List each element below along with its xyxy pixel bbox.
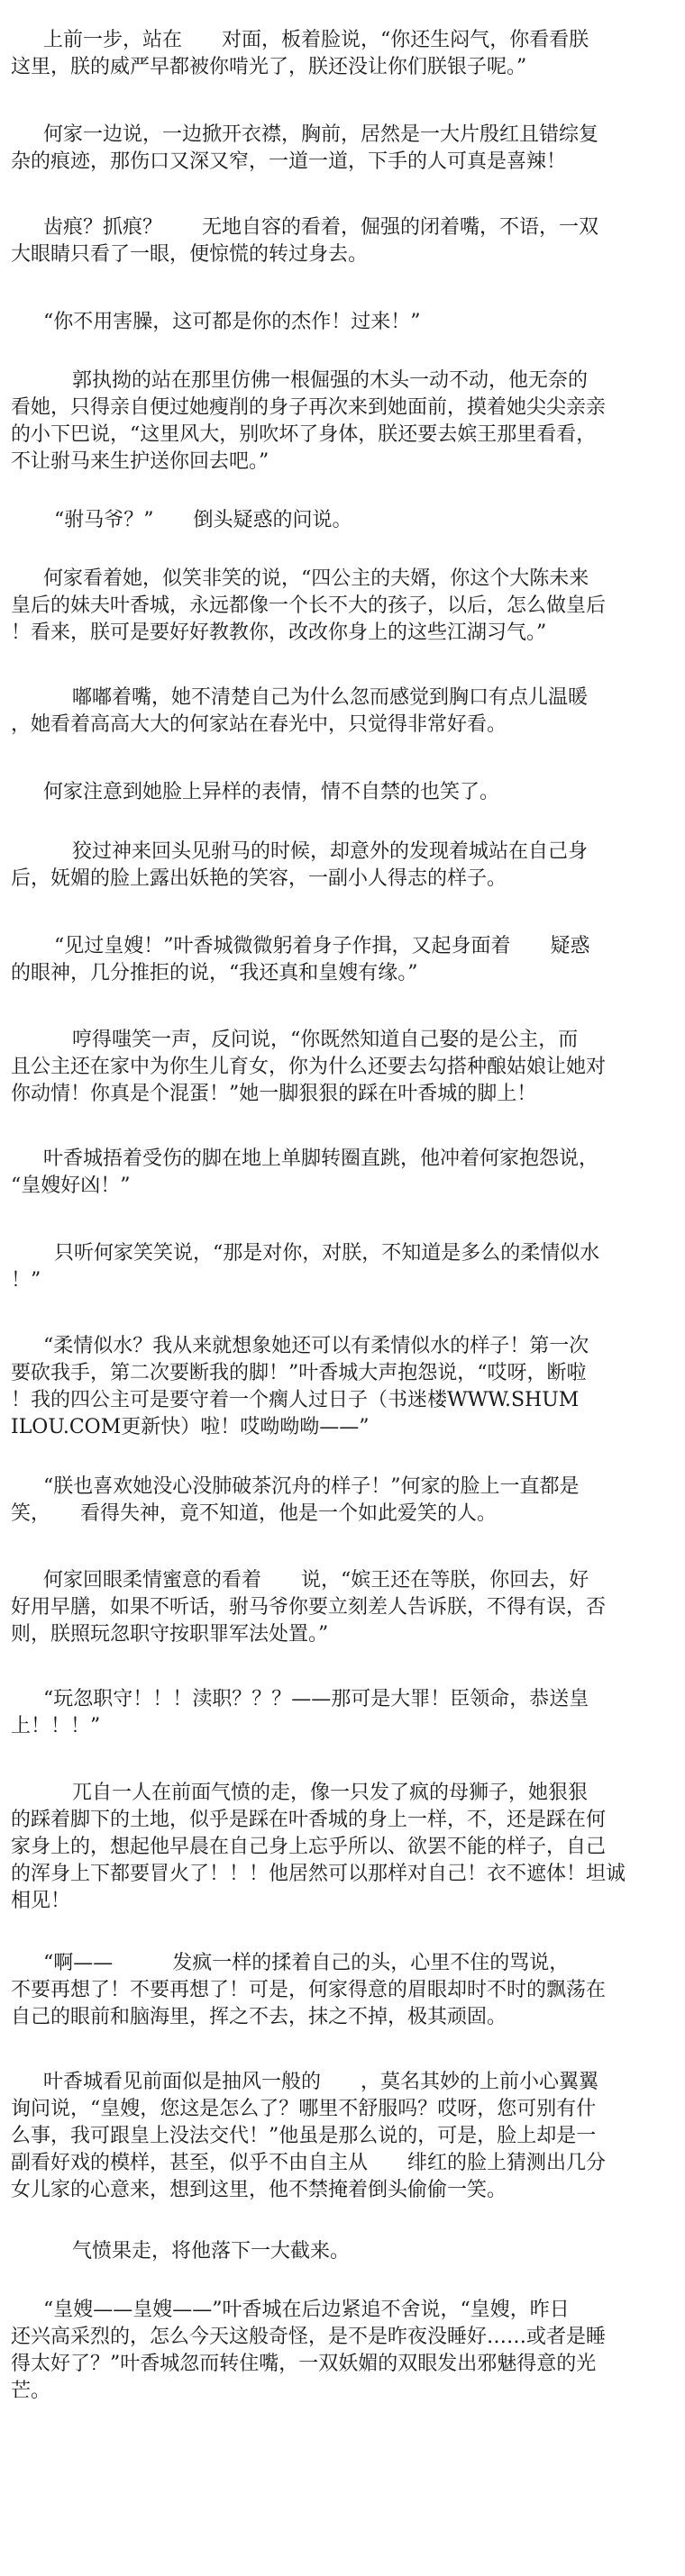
text-line: 齿痕？抓痕？ 无地自容的看着，倔强的闭着嘴，不语，一双 [43, 216, 599, 239]
text-line: 何家看着她，似笑非笑的说，“四公主的夫婿，你这个大陈未来 [43, 567, 589, 590]
text-line: 哼得嗤笑一声，反问说，“你既然知道自己娶的是公主，而 [72, 1029, 579, 1051]
text-line: 看她，只得亲自便过她瘦削的身子再次来到她面前，摸着她尖尖亲亲 [11, 396, 607, 419]
text-line: 且公主还在家中为你生儿育女，你为什么还要去勾搭种酿姑娘让她对 [11, 1056, 607, 1078]
text-line: 不让驸马来生护送你回去吧。” [11, 450, 269, 473]
text-line: 只听何家笑笑说，“那是对你，对朕，不知道是多么的柔情似水 [54, 1242, 600, 1265]
text-line: 芒。 [11, 2380, 51, 2402]
text-line: 要砍我手，第二次要断我的脚！”叶香城大声抱怨说，“哎呀，断啦 [11, 1362, 587, 1384]
text-line: 皇后的妹夫叶香城，永远都像一个长不大的孩子，以后，怎么做皇后 [11, 594, 607, 617]
text-line: 上前一步，站在 对面，板着脸说，“你还生闷气，你看看朕 [43, 29, 589, 51]
text-line: “玩忽职守！！！渎职？？？——那可是大罪！臣领命，恭送皇 [43, 1688, 589, 1710]
text-line: 副看好戏的模样，甚至，似乎不由自主从 绯红的脸上猜测出几分 [11, 2152, 607, 2174]
text-line: “你不用害臊，这可都是你的杰作！过来！” [43, 311, 421, 333]
text-line: 上！！！” [11, 1715, 101, 1737]
text-line: 还兴高采烈的，怎么今天这般奇怪，是不是昨夜没睡好……或者是睡 [11, 2326, 607, 2348]
text-line: 你动情！你真是个混蛋！”她一脚狠狠的踩在叶香城的脚上！ [11, 1083, 537, 1105]
text-line: 叶香城看见前面似是抽风一般的 ，莫名其妙的上前小心翼翼 [43, 2071, 599, 2093]
text-line: 兀自一人在前面气愤的走，像一只发了疯的母狮子，她狠狠 [72, 1782, 589, 1804]
text-line: “啊—— 发疯一样的揉着自己的头，心里不住的骂说， [43, 1952, 570, 1974]
text-line: ！看来，朕可是要好好教教你，改改你身上的这些江湖习气。” [11, 621, 547, 644]
text-line: ！我的四公主可是要守着一个瘸人过日子（书迷楼WWW.SHUM [11, 1389, 580, 1411]
text-line: ！” [11, 1269, 41, 1292]
text-line: 何家回眼柔情蜜意的看着 说，“嫔王还在等朕，你回去，好 [43, 1569, 589, 1592]
text-line: 气愤果走，将他落下一大截来。 [72, 2240, 351, 2263]
text-line: 的踩着脚下的土地，似乎是踩在叶香城的身上一样，不，还是踩在何 [11, 1809, 607, 1831]
text-line: 好用早膳，如果不听话，驸马爷你要立刻差人告诉朕，不得有误，否 [11, 1596, 607, 1619]
text-line: 的浑身上下都要冒火了！！！他居然可以那样对自己！衣不遮体！坦诚 [11, 1863, 626, 1885]
text-line: 得太好了？”叶香城忽而转住嘴，一双妖媚的双眼发出邪魅得意的光 [11, 2353, 597, 2375]
text-line: “朕也喜欢她没心没肺破茶沉舟的样子！”何家的脸上一直都是 [43, 1475, 580, 1498]
text-line: 询问说，“皇嫂，您这是怎么了？哪里不舒服吗？哎呀，您可别有什 [11, 2098, 597, 2120]
text-line: 不要再想了！不要再想了！可是，何家得意的眉眼却时不时的飘荡在 [11, 1979, 607, 2001]
text-line: 郭执拗的站在那里仿佛一根倔强的木头一动不动，他无奈的 [72, 369, 589, 392]
text-line: 自己的眼前和脑海里，挥之不去，抹之不掉，极其顽固。 [11, 2006, 507, 2028]
text-line: 狡过神来回头见驸马的时候，却意外的发现着城站在自己身 [72, 840, 589, 863]
text-line: 何家一边说，一边掀开衣襟，胸前，居然是一大片殷红且错综复 [43, 123, 599, 146]
text-line: 这里，朕的威严早都被你啃光了，朕还没让你们朕银子呢。” [11, 56, 527, 78]
text-line: ILOU.COM更新快）啦！哎呦呦呦——” [11, 1416, 370, 1438]
text-line: 的眼神，几分推拒的说，“我还真和皇嫂有缘。” [11, 962, 418, 984]
text-line: 后，妩媚的脸上露出妖艳的笑容，一副小人得志的样子。 [11, 867, 507, 890]
text-line: 家身上的，想起他早晨在自己身上忘乎所以、欲罢不能的样子，自己 [11, 1836, 607, 1858]
text-line: 叶香城捂着受伤的脚在地上单脚转圈直跳，他冲着何家抱怨说， [43, 1147, 599, 1170]
text-line: 的小下巴说，“这里风大，别吹坏了身体，朕还要去嫔王那里看看， [11, 423, 597, 446]
text-line: 么事，我可跟皇上没法交代！”他虽是那么说的，可是，脸上却是一 [11, 2125, 597, 2147]
text-line: 嘟嘟着嘴，她不清楚自己为什么忽而感觉到胸口有点儿温暖 [72, 686, 589, 709]
text-line: 大眼睛只看了一眼，便惊慌的转过身去。 [11, 243, 369, 266]
text-line: 何家注意到她脸上异样的表情，情不自禁的也笑了。 [43, 781, 500, 803]
text-line: “柔情似水？我从来就想象她还可以有柔情似水的样子！第一次 [43, 1335, 589, 1357]
text-line: ，她看着高高大大的何家站在春光中，只觉得非常好看。 [11, 713, 507, 736]
text-line: 相见！ [11, 1890, 71, 1912]
text-line: “皇嫂——皇嫂——”叶香城在后边紧追不舍说，“皇嫂，昨日 [43, 2299, 570, 2321]
text-line: “皇嫂好凶！” [11, 1175, 131, 1197]
text-line: “见过皇嫂！”叶香城微微躬着身子作揖，又起身面着 疑惑 [54, 935, 590, 957]
text-line: 笑， 看得失神，竟不知道，他是一个如此爱笑的人。 [11, 1502, 498, 1525]
text-line: “驸马爷？” 倒头疑惑的问说。 [54, 509, 352, 531]
text-line: 则，朕照玩忽职守按职罪军法处置。” [11, 1623, 329, 1646]
text-line: 杂的痕迹，那伤口又深又窄，一道一道，下手的人可真是喜辣！ [11, 150, 567, 173]
text-line: 女儿家的心意来，想到这里，他不禁掩着倒头偷偷一笑。 [11, 2179, 507, 2201]
